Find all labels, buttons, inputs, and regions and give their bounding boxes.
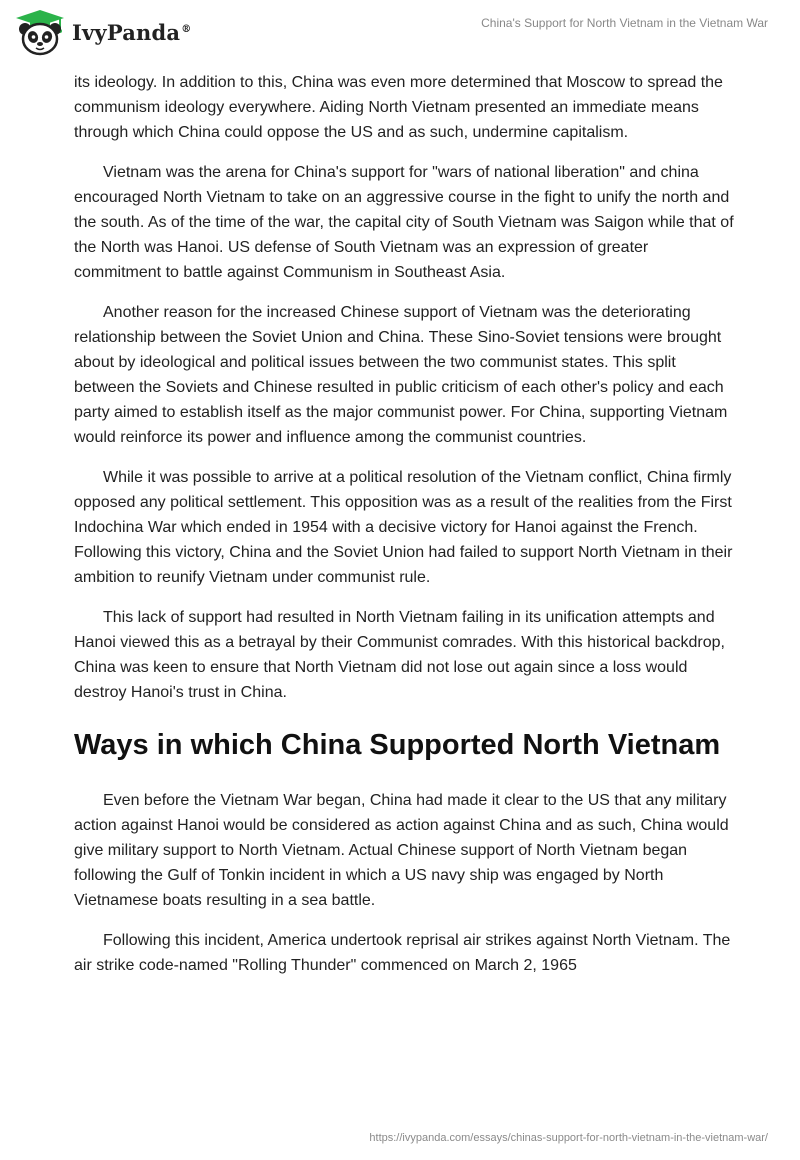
paragraph: Vietnam was the arena for China's support for "wars of national liberation" and china encouraged North Vietnam to take on an aggressive course in the fight to unify the north and the south. As of the time of the war, the capital city of South Vietnam was Saigon while that of the North was Hanoi. US defense of South Vietnam was an expression of greater commitment to battle against Communism in Southeast Asia. bbox=[74, 164, 734, 281]
section-heading: Ways in which China Supported North Vietnam bbox=[74, 729, 721, 761]
panda-graduate-icon bbox=[14, 8, 66, 56]
source-url[interactable]: https://ivypanda.com/essays/chinas-support-for-north-vietnam-in-the-vietnam-war/ bbox=[369, 1132, 768, 1144]
paragraph: Another reason for the increased Chinese support of Vietnam was the deteriorating relationship between the Soviet Union and China. These Sino-Soviet tensions were brought about by ideological and political issues between the two communist states. This split between the Soviets and Chinese resulted in public criticism of each other's policy and each party aimed to establish itself as the major communist power. For China, supporting Vietnam would reinforce its power and influence among the communist countries. bbox=[74, 304, 728, 446]
paragraph: its ideology. In addition to this, China was even more determined that Moscow to spread the communism ideology everywhere. Aiding North Vietnam presented an immediate means through which China could oppose the US and as such, undermine capitalism. bbox=[74, 74, 723, 141]
essay-body bbox=[74, 70, 734, 993]
paragraph: Even before the Vietnam War began, China had made it clear to the US that any military action against Hanoi would be considered as action against China and as such, China would give military support to North Vietnam. Actual Chinese support of North Vietnam began following the Gulf of Tonkin incident in which a US navy ship was engaged by North Vietnamese boats resulting in a sea battle. bbox=[74, 792, 729, 909]
paragraph: This lack of support had resulted in North Vietnam failing in its unification attempts and Hanoi viewed this as a betrayal by their Communist comrades. With this historical backdrop, China was keen to ensure that North Vietnam did not lose out again since a loss would destroy Hanoi's trust in China. bbox=[74, 609, 725, 701]
paragraph: Following this incident, America undertook reprisal air strikes against North Vietnam. The air strike code-named "Rolling Thunder" commenced on March 2, 1965 bbox=[74, 932, 731, 974]
brand-name: IvyPanda® bbox=[72, 19, 192, 45]
paragraph: While it was possible to arrive at a political resolution of the Vietnam conflict, China firmly opposed any political settlement. This opposition was as a result of the realities from the First Indochina War which ended in 1954 with a decisive victory for Hanoi against the French. Following this victory, China and the Soviet Union had failed to support North Vietnam in their ambition to reunify Vietnam under communist rule. bbox=[74, 469, 733, 586]
running-title: China's Support for North Vietnam in the Vietnam War bbox=[481, 16, 768, 30]
page-header bbox=[0, 0, 800, 66]
brand-logo[interactable] bbox=[14, 8, 191, 56]
